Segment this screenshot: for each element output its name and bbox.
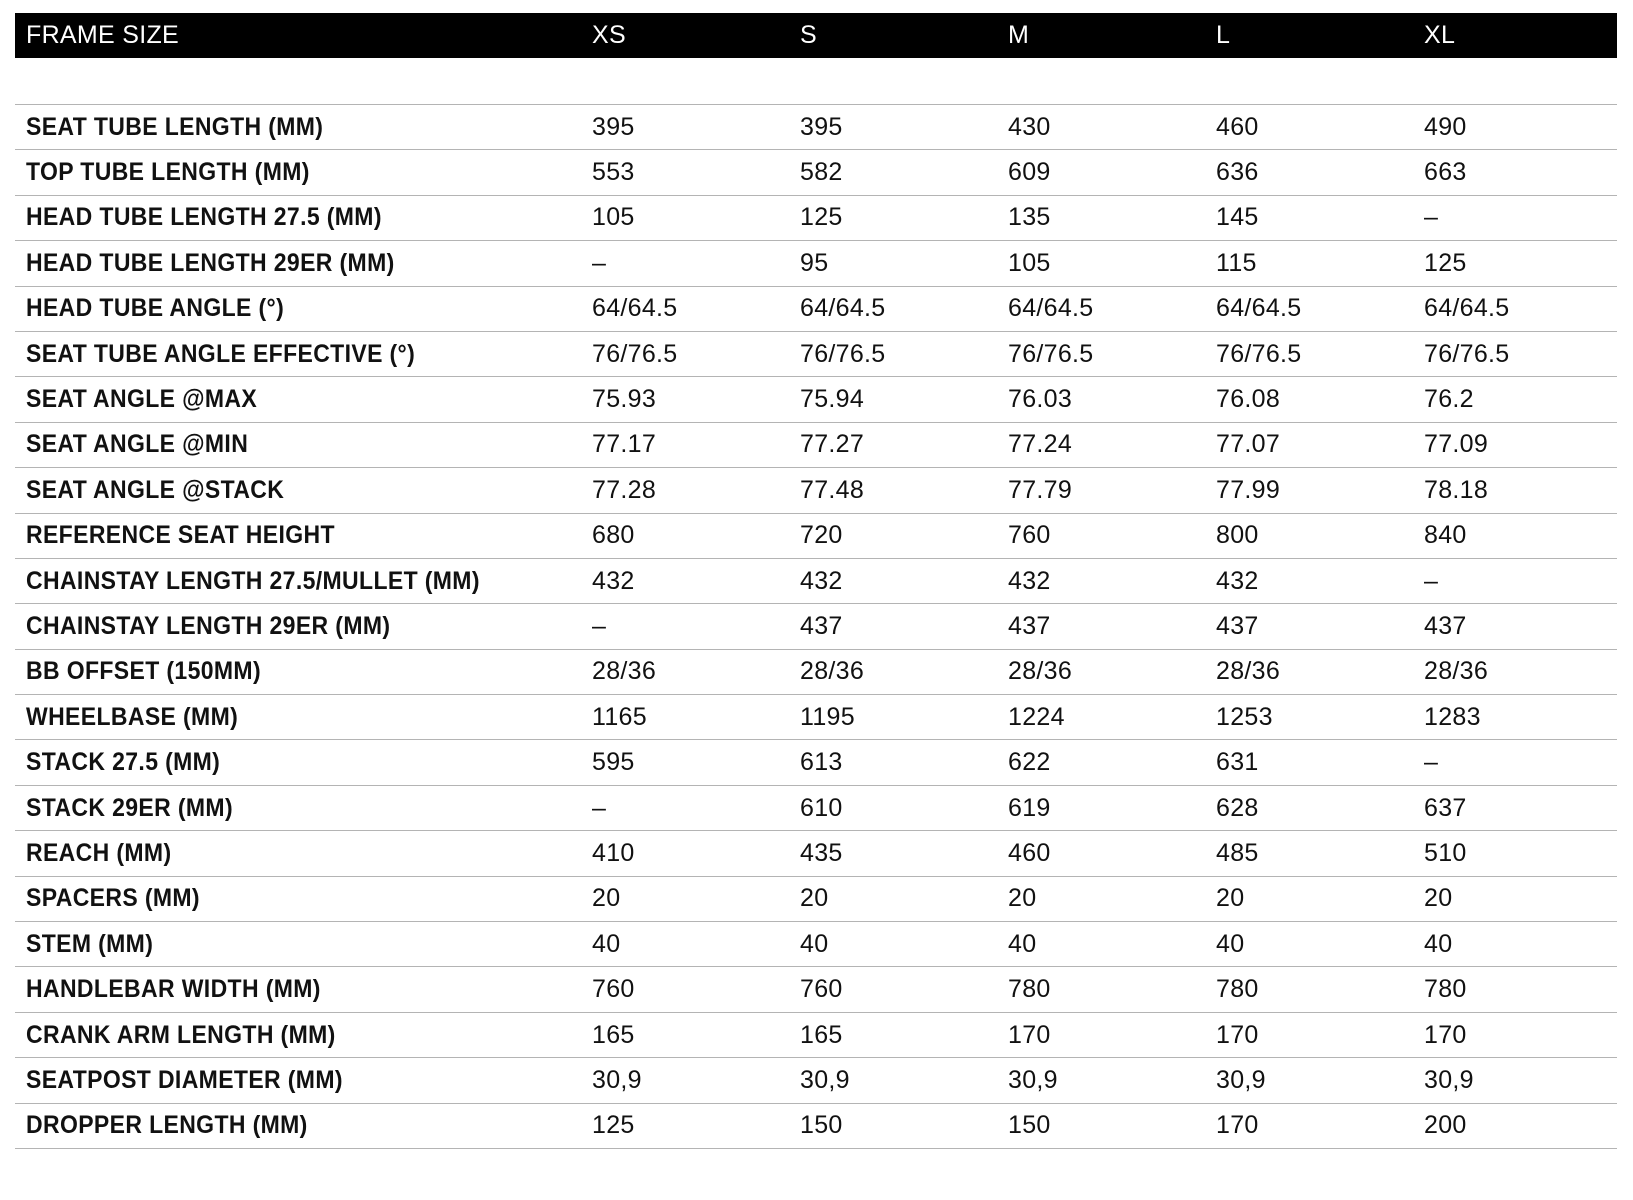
row-value: – (1424, 748, 1439, 777)
row-value: 610 (800, 793, 843, 822)
row-label-cell (15, 839, 592, 868)
row-value: 432 (1008, 566, 1051, 595)
row-value: 437 (800, 611, 843, 640)
row-value: 40 (592, 929, 621, 958)
header-size-xl: XL (1424, 21, 1456, 49)
row-value: 200 (1424, 1111, 1467, 1140)
row-value: 135 (1008, 203, 1051, 232)
row-value: – (592, 611, 607, 640)
row-label: REFERENCE SEAT HEIGHT (26, 521, 335, 550)
header-size-m: M (1008, 21, 1030, 49)
row-value: 432 (1216, 566, 1259, 595)
table-row (15, 1058, 1617, 1103)
table-row (15, 196, 1617, 241)
row-value: 76/76.5 (1216, 339, 1302, 368)
row-value: 77.07 (1216, 430, 1281, 459)
table-row (15, 831, 1617, 876)
table-row (15, 786, 1617, 831)
row-value: 77.24 (1008, 430, 1073, 459)
row-value: 28/36 (1216, 657, 1281, 686)
row-value: 490 (1424, 112, 1467, 141)
row-label-cell (15, 612, 592, 641)
row-label: HEAD TUBE LENGTH 27.5 (MM) (26, 203, 382, 232)
row-value: 40 (1216, 929, 1245, 958)
table-row (15, 423, 1617, 468)
row-label-cell (15, 476, 592, 505)
row-value: 77.99 (1216, 475, 1281, 504)
row-value: 437 (1008, 611, 1051, 640)
row-label: HEAD TUBE ANGLE (°) (26, 294, 285, 323)
row-label-cell (15, 1066, 592, 1095)
row-value: 150 (800, 1111, 843, 1140)
header-frame-size: FRAME SIZE (26, 21, 180, 49)
row-value: 663 (1424, 158, 1467, 187)
row-value: 76.08 (1216, 385, 1281, 414)
row-value: – (592, 793, 607, 822)
row-value: 460 (1008, 838, 1051, 867)
table-header-row (15, 13, 1617, 58)
row-value: 75.94 (800, 385, 865, 414)
row-value: 485 (1216, 838, 1259, 867)
row-label: BB OFFSET (150MM) (26, 657, 261, 686)
row-value: 28/36 (800, 657, 865, 686)
row-value: 77.48 (800, 475, 865, 504)
table-row (15, 922, 1617, 967)
row-value: 1283 (1424, 702, 1481, 731)
row-label: SEAT ANGLE @MIN (26, 430, 249, 459)
row-value: 20 (800, 884, 829, 913)
row-value: 125 (800, 203, 843, 232)
table-row (15, 150, 1617, 195)
table-row (15, 332, 1617, 377)
row-value: 170 (1216, 1111, 1259, 1140)
row-value: 30,9 (1008, 1065, 1058, 1094)
row-label-cell (15, 249, 592, 278)
row-value: 619 (1008, 793, 1051, 822)
row-value: 613 (800, 748, 843, 777)
row-value: – (1424, 203, 1439, 232)
row-value: 760 (800, 975, 843, 1004)
row-value: 64/64.5 (1424, 294, 1510, 323)
row-value: 115 (1216, 248, 1257, 277)
row-value: 432 (592, 566, 635, 595)
row-label: WHEELBASE (MM) (26, 702, 239, 731)
row-value: 1165 (592, 702, 647, 731)
row-value: 105 (1008, 248, 1051, 277)
row-value: 77.09 (1424, 430, 1489, 459)
table-row (15, 559, 1617, 604)
row-label: CRANK ARM LENGTH (MM) (26, 1020, 336, 1049)
row-label: SEAT ANGLE @MAX (26, 385, 258, 414)
row-value: 720 (800, 521, 843, 550)
row-value: 800 (1216, 521, 1259, 550)
row-value: 75.93 (592, 385, 657, 414)
row-value: 28/36 (1008, 657, 1073, 686)
row-value: 76/76.5 (1424, 339, 1510, 368)
row-value: 553 (592, 158, 635, 187)
row-value: 780 (1424, 975, 1467, 1004)
row-value: 510 (1424, 838, 1467, 867)
row-value: – (1424, 566, 1439, 595)
row-value: 76.03 (1008, 385, 1073, 414)
header-size-l: L (1216, 21, 1231, 49)
row-value: 628 (1216, 793, 1259, 822)
row-label-cell (15, 521, 592, 550)
row-value: 40 (800, 929, 829, 958)
table-row (15, 695, 1617, 740)
row-value: 30,9 (800, 1065, 850, 1094)
row-label-cell (15, 657, 592, 686)
header-size-s: S (800, 21, 817, 49)
row-label-cell (15, 1111, 592, 1140)
table-row (15, 468, 1617, 513)
table-row (15, 105, 1617, 150)
row-value: 1253 (1216, 702, 1273, 731)
row-value: 840 (1424, 521, 1467, 550)
row-value: 105 (592, 203, 635, 232)
table-row (15, 241, 1617, 286)
row-label: CHAINSTAY LENGTH 27.5/MULLET (MM) (26, 566, 480, 595)
row-value: 125 (1424, 248, 1467, 277)
table-row (15, 287, 1617, 332)
geometry-table (15, 13, 1617, 1149)
row-value: 631 (1216, 748, 1259, 777)
row-value: 582 (800, 158, 843, 187)
table-row (15, 514, 1617, 559)
row-label-cell (15, 294, 592, 323)
row-value: 20 (1216, 884, 1245, 913)
row-value: 622 (1008, 748, 1051, 777)
row-label-cell (15, 203, 592, 232)
row-label: REACH (MM) (26, 838, 172, 867)
row-label-cell (15, 975, 592, 1004)
row-value: 20 (592, 884, 621, 913)
row-value: 437 (1424, 611, 1467, 640)
row-value: 76.2 (1424, 385, 1474, 414)
row-value: 760 (1008, 521, 1051, 550)
row-value: 125 (592, 1111, 635, 1140)
table-row (15, 604, 1617, 649)
row-label: DROPPER LENGTH (MM) (26, 1111, 308, 1140)
header-spacer (15, 58, 1617, 104)
row-value: 77.17 (592, 430, 657, 459)
row-label-cell (15, 385, 592, 414)
table-row (15, 1013, 1617, 1058)
row-value: 170 (1424, 1020, 1467, 1049)
row-value: 64/64.5 (1008, 294, 1094, 323)
row-value: 170 (1216, 1020, 1259, 1049)
row-label: HANDLEBAR WIDTH (MM) (26, 975, 321, 1004)
row-value: 165 (800, 1020, 843, 1049)
row-value: 430 (1008, 112, 1051, 141)
row-value: 95 (800, 248, 829, 277)
row-value: 410 (592, 838, 635, 867)
row-value: 30,9 (592, 1065, 642, 1094)
row-value: 637 (1424, 793, 1467, 822)
row-value: 145 (1216, 203, 1259, 232)
row-value: 432 (800, 566, 843, 595)
row-label-cell (15, 703, 592, 732)
row-value: – (592, 248, 607, 277)
row-value: 28/36 (592, 657, 657, 686)
row-value: 40 (1008, 929, 1037, 958)
row-label-cell (15, 1021, 592, 1050)
row-value: 395 (800, 112, 843, 141)
row-label-cell (15, 748, 592, 777)
row-value: 64/64.5 (1216, 294, 1302, 323)
row-value: 150 (1008, 1111, 1051, 1140)
row-value: 609 (1008, 158, 1051, 187)
row-label: SEATPOST DIAMETER (MM) (26, 1065, 343, 1094)
row-value: 1195 (800, 702, 855, 731)
row-value: 76/76.5 (800, 339, 886, 368)
row-label: SPACERS (MM) (26, 884, 200, 913)
row-value: 30,9 (1216, 1065, 1266, 1094)
row-value: 76/76.5 (592, 339, 678, 368)
row-label: CHAINSTAY LENGTH 29ER (MM) (26, 611, 391, 640)
row-value: 1224 (1008, 702, 1065, 731)
row-label-cell (15, 930, 592, 959)
row-label-cell (15, 884, 592, 913)
row-label-cell (15, 113, 592, 142)
row-label: SEAT TUBE LENGTH (MM) (26, 112, 324, 141)
header-size-xs: XS (592, 21, 626, 49)
row-value: 30,9 (1424, 1065, 1474, 1094)
row-value: 636 (1216, 158, 1259, 187)
row-value: 460 (1216, 112, 1259, 141)
row-value: 760 (592, 975, 635, 1004)
row-value: 77.27 (800, 430, 865, 459)
row-value: 64/64.5 (800, 294, 886, 323)
row-value: 435 (800, 838, 843, 867)
table-row (15, 1104, 1617, 1149)
table-body (15, 104, 1617, 1149)
row-value: 76/76.5 (1008, 339, 1094, 368)
table-row (15, 650, 1617, 695)
row-label: SEAT ANGLE @STACK (26, 475, 285, 504)
table-row (15, 377, 1617, 422)
row-label-cell (15, 430, 592, 459)
row-value: 64/64.5 (592, 294, 678, 323)
row-label: STACK 29ER (MM) (26, 793, 233, 822)
row-value: 595 (592, 748, 635, 777)
row-value: 395 (592, 112, 635, 141)
row-value: 77.28 (592, 475, 657, 504)
row-label: SEAT TUBE ANGLE EFFECTIVE (°) (26, 339, 416, 368)
row-value: 28/36 (1424, 657, 1489, 686)
row-value: 780 (1216, 975, 1259, 1004)
row-label: TOP TUBE LENGTH (MM) (26, 158, 310, 187)
row-value: 78.18 (1424, 475, 1489, 504)
table-row (15, 877, 1617, 922)
row-label-cell (15, 567, 592, 596)
row-value: 437 (1216, 611, 1259, 640)
row-value: 165 (592, 1020, 635, 1049)
row-value: 680 (592, 521, 635, 550)
row-value: 40 (1424, 929, 1453, 958)
row-label: HEAD TUBE LENGTH 29ER (MM) (26, 248, 395, 277)
row-label-cell (15, 158, 592, 187)
row-label-cell (15, 794, 592, 823)
row-value: 780 (1008, 975, 1051, 1004)
row-label-cell (15, 340, 592, 369)
row-value: 170 (1008, 1020, 1051, 1049)
row-value: 77.79 (1008, 475, 1073, 504)
row-value: 20 (1008, 884, 1037, 913)
row-label: STACK 27.5 (MM) (26, 748, 221, 777)
table-row (15, 967, 1617, 1012)
row-value: 20 (1424, 884, 1453, 913)
table-row (15, 740, 1617, 785)
row-label: STEM (MM) (26, 929, 154, 958)
